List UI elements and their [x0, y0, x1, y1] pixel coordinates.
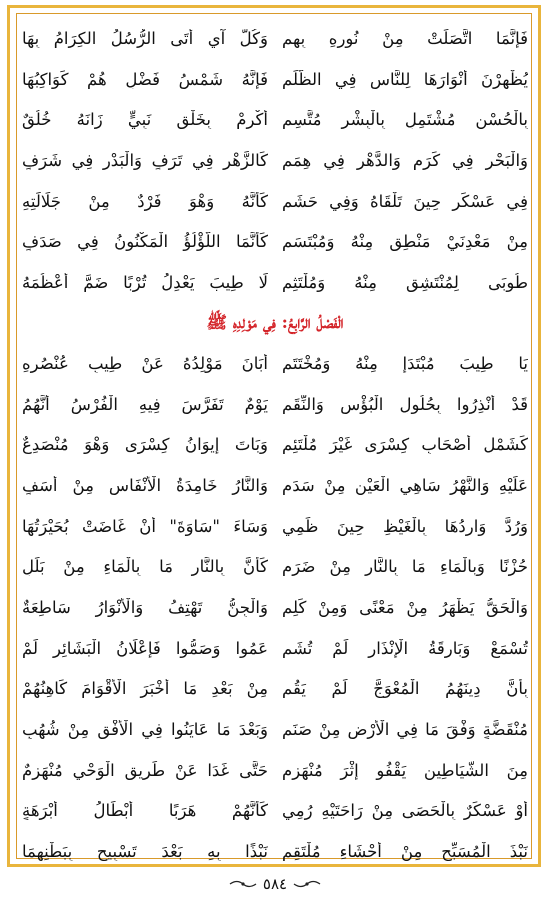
verse-second-hemistich: يَا طِيبَ مُبْتَدَإٍ مِنْهُ وَمُخْتَتَمِ	[282, 353, 528, 373]
verse-second-hemistich: مِنَ الشَّيَاطِينِ يَقْفُو إِثْرَ مُنْهَزِمِ	[282, 760, 528, 780]
verse-second-hemistich: تُسْمَعْ وَبَارِقَةُ الْإِنْذَارِ لَمْ تُشَمِ	[282, 638, 528, 658]
verse-line	[22, 384, 528, 425]
footer-ornament-right-icon	[293, 879, 321, 889]
verse-second-hemistich: مُنْقَضَّةٍ وَفْقَ مَا فِي الْأَرْضِ مِنْ صَنَمِ	[282, 720, 528, 740]
verse-first-hemistich: لَا طِيبَ يَعْدِلُ تُرْبًا ضَمَّ أَعْظُمَهُ	[22, 272, 268, 292]
verse-first-hemistich: كَأَنَّمَا اللُّؤْلُؤُ الْمَكْنُونُ فِي صَدَفٍ	[22, 232, 268, 252]
verse-line	[22, 750, 528, 791]
verse-second-hemistich: فِي عَسْكَرٍ حِينَ تَلْقَاهُ وَفِي حَشَمِ	[282, 191, 528, 211]
verse-line	[22, 506, 528, 547]
verse-second-hemistich: عَلَيْهِ وَالنَّهْرُ سَاهِي الْعَيْنِ مِنْ سَدَمِ	[282, 475, 528, 495]
verse-first-hemistich: مِنْ بَعْدِ مَا أَخْبَرَ الْأَقْوَامَ كَاهِنُهُمْ	[22, 679, 268, 699]
verse-line	[22, 465, 528, 506]
verse-first-hemistich: يَوْمٌ تَفَرَّسَ فِيهِ الْفُرْسُ أَنَّهُمُ	[22, 394, 268, 414]
verse-line	[22, 181, 528, 222]
verse-first-hemistich: وَالْجِنُّ تَهْتِفُ وَالْأَنْوَارُ سَاطِعَةٌ	[22, 597, 268, 617]
verse-line	[22, 99, 528, 140]
verse-second-hemistich: وَالْحَقُّ يَظْهَرُ مِنْ مَعْنًى وَمِنْ كَلِمِ	[282, 597, 528, 617]
verse-line	[22, 343, 528, 384]
verse-second-hemistich: طُوبَى لِمُنْتَشِقٍ مِنْهُ وَمُلْتَثِمِ	[282, 272, 528, 292]
verse-second-hemistich: بِالْحُسْنِ مُشْتَمِلٍ بِالْبِشْرِ مُتَّسِمِ	[282, 110, 528, 130]
verse-second-hemistich: كَشَمْلِ أَصْحَابِ كِسْرَى غَيْرَ مُلْتَئِمِ	[282, 435, 528, 455]
page-footer	[0, 872, 550, 896]
chapter-heading: الْفَصْلُ الرَّابِعُ: فِي مَوْلِدِهِ ﷺ	[206, 313, 344, 333]
verse-line	[22, 18, 528, 59]
page-number: ٥٨٤	[262, 875, 288, 893]
verse-first-hemistich: وَسَاءَ "سَاوَةَ" أَنْ غَاضَتْ بُحَيْرَتُهَا	[22, 516, 268, 536]
verse-first-hemistich: كَأَنَّهُ وَهْوَ فَرْدٌ مِنْ جَلَالَتِهِ	[22, 191, 268, 211]
verse-second-hemistich: وَالْبَحْرِ فِي كَرَمٍ وَالدَّهْرِ فِي هِمَمِ	[282, 150, 528, 170]
verse-second-hemistich: حُزْنًا وَبِالْمَاءِ مَا بِالنَّارِ مِنْ ضَرَمِ	[282, 557, 528, 577]
verse-first-hemistich: نَبْذًا بِهِ بَعْدَ تَسْبِيحٍ بِبَطْنِهِمَا	[22, 842, 268, 862]
verse-first-hemistich: وَبَعْدَ مَا عَايَنُوا فِي الْأُفْقِ مِنْ شُهُبٍ	[22, 720, 268, 740]
verse-line	[22, 140, 528, 181]
verse-line	[22, 709, 528, 750]
footer-ornament-left-icon	[229, 879, 257, 889]
verse-line	[22, 831, 528, 872]
verse-first-hemistich: وَالنَّارُ خَامِدَةُ الْأَنْفَاسِ مِنْ أَسَفٍ	[22, 475, 268, 495]
verse-line	[22, 587, 528, 628]
verse-first-hemistich: حَتَّى غَدَا عَنْ طَرِيقِ الْوَحْيِ مُنْهَزِمٌ	[22, 760, 268, 780]
verse-second-hemistich: وَرُدَّ وَارِدُهَا بِالْغَيْظِ حِينَ ظَمِي	[282, 516, 528, 536]
verse-line	[22, 546, 528, 587]
verse-first-hemistich: كَأَنَّ بِالنَّارِ مَا بِالْمَاءِ مِنْ بَلَلٍ	[22, 557, 268, 577]
verse-line	[22, 669, 528, 710]
verse-second-hemistich: يُظْهِرْنَ أَنْوَارَهَا لِلنَّاسِ فِي الظُّلَمِ	[282, 69, 528, 89]
verse-line	[22, 424, 528, 465]
poem-section-1	[22, 18, 528, 303]
verse-second-hemistich: مِنْ مَعْدِنَيْ مَنْطِقٍ مِنْهُ وَمُبْتَسَمِ	[282, 232, 528, 252]
verse-line	[22, 262, 528, 303]
verse-second-hemistich: فَإِنَّمَا اتَّصَلَتْ مِنْ نُورِهِ بِهِمِ	[282, 28, 528, 48]
verse-first-hemistich: كَأَنَّهُمْ هَرَبًا أَبْطَالُ أَبْرَهَةٍ	[22, 801, 268, 821]
verse-line	[22, 221, 528, 262]
verse-first-hemistich: كَالزَّهْرِ فِي تَرَفٍ وَالْبَدْرِ فِي شَرَفٍ	[22, 150, 268, 170]
verse-first-hemistich: عَمُوا وَصَمُّوا فَإِعْلَانُ الْبَشَائِرِ لَمْ	[22, 638, 268, 658]
verse-first-hemistich: أَكْرِمْ بِخَلْقِ نَبِيٍّ زَانَهُ خُلُقٌ	[22, 110, 268, 130]
verse-first-hemistich: وَبَاتَ إِيوَانُ كِسْرَى وَهْوَ مُنْصَدِعٌ	[22, 435, 268, 455]
verse-first-hemistich: وَكُلُّ آيٍ أَتَى الرُّسُلُ الكِرَامُ بِهَا	[22, 28, 268, 48]
verse-second-hemistich: قَدْ أُنْذِرُوا بِحُلُولِ الْبُؤْسِ وَالنِّقَمِ	[282, 394, 528, 414]
verse-second-hemistich: بِأَنَّ دِينَهُمُ الْمُعْوَجَّ لَمْ يَقُمِ	[282, 679, 528, 699]
verse-line	[22, 791, 528, 832]
verse-first-hemistich: أَبَانَ مَوْلِدُهُ عَنْ طِيبِ عُنْصُرِهِ	[22, 353, 268, 373]
verse-line	[22, 628, 528, 669]
verse-first-hemistich: فَإِنَّهُ شَمْسُ فَضْلٍ هُمْ كَوَاكِبُهَا	[22, 69, 268, 89]
verse-second-hemistich: نَبْذَ الْمُسَبِّحِ مِنْ أَحْشَاءِ مُلْتَقِمِ	[282, 842, 528, 862]
verse-line	[22, 59, 528, 100]
verse-second-hemistich: أَوْ عَسْكَرٌ بِالْحَصَى مِنْ رَاحَتَيْهِ رُمِي	[282, 801, 528, 821]
poem-section-2	[22, 343, 528, 872]
